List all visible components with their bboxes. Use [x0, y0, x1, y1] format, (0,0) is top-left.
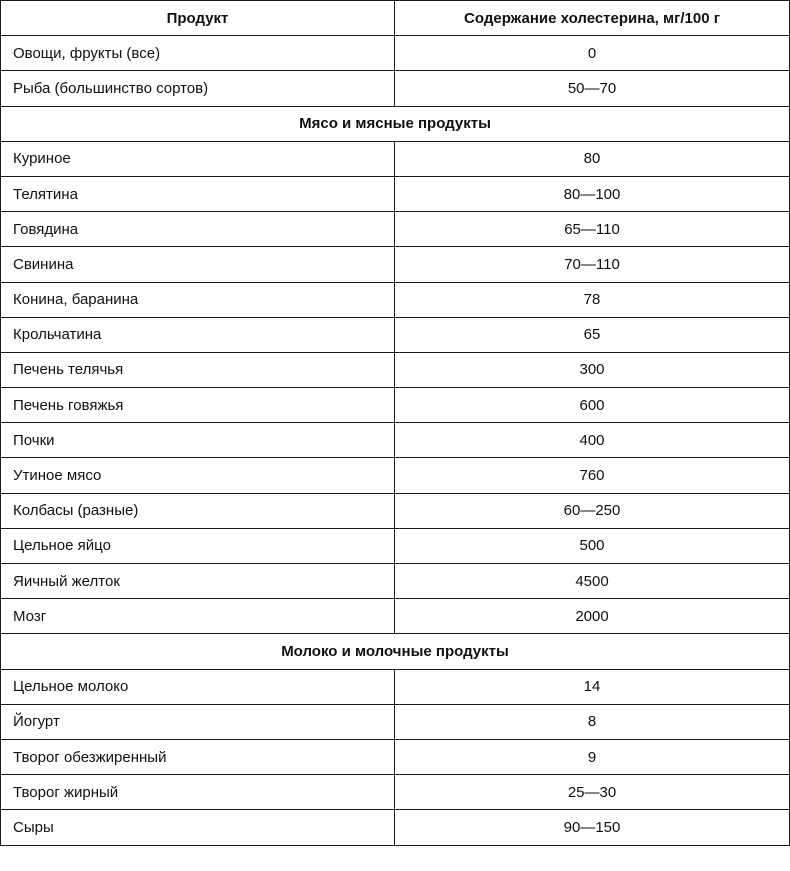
table-row	[1, 212, 790, 247]
header-row	[1, 1, 790, 36]
product-cell: Сыры	[1, 810, 395, 845]
product-cell: Цельное яйцо	[1, 528, 395, 563]
table-row	[1, 388, 790, 423]
product-cell: Печень говяжья	[1, 388, 395, 423]
table-row	[1, 71, 790, 106]
table-row	[1, 423, 790, 458]
cholesterol-value-cell: 80—100	[395, 176, 790, 211]
product-cell: Йогурт	[1, 704, 395, 739]
table-row	[1, 176, 790, 211]
product-cell: Творог жирный	[1, 775, 395, 810]
table-row	[1, 458, 790, 493]
table-row	[1, 352, 790, 387]
section-title: Мясо и мясные продукты	[1, 106, 790, 141]
table-row	[1, 810, 790, 845]
header-cholesterol: Содержание холестерина, мг/100 г	[395, 1, 790, 36]
cholesterol-value-cell: 9	[395, 739, 790, 774]
cholesterol-value-cell: 78	[395, 282, 790, 317]
table-row	[1, 739, 790, 774]
table-row	[1, 599, 790, 634]
table-row	[1, 775, 790, 810]
product-cell: Печень телячья	[1, 352, 395, 387]
section-title: Молоко и молочные продукты	[1, 634, 790, 669]
table-row	[1, 282, 790, 317]
cholesterol-value-cell: 50—70	[395, 71, 790, 106]
header-product: Продукт	[1, 1, 395, 36]
table-row	[1, 36, 790, 71]
cholesterol-value-cell: 4500	[395, 564, 790, 599]
cholesterol-value-cell: 2000	[395, 599, 790, 634]
cholesterol-value-cell: 65—110	[395, 212, 790, 247]
cholesterol-value-cell: 70—110	[395, 247, 790, 282]
section-row	[1, 106, 790, 141]
cholesterol-value-cell: 500	[395, 528, 790, 563]
table-row	[1, 247, 790, 282]
table-body	[1, 36, 790, 845]
product-cell: Крольчатина	[1, 317, 395, 352]
cholesterol-value-cell: 60—250	[395, 493, 790, 528]
cholesterol-value-cell: 400	[395, 423, 790, 458]
cholesterol-value-cell: 600	[395, 388, 790, 423]
product-cell: Телятина	[1, 176, 395, 211]
cholesterol-value-cell: 300	[395, 352, 790, 387]
table-row	[1, 493, 790, 528]
cholesterol-value-cell: 8	[395, 704, 790, 739]
cholesterol-value-cell: 65	[395, 317, 790, 352]
cholesterol-value-cell: 80	[395, 141, 790, 176]
table-row	[1, 528, 790, 563]
cholesterol-value-cell: 25—30	[395, 775, 790, 810]
product-cell: Свинина	[1, 247, 395, 282]
product-cell: Рыба (большинство сортов)	[1, 71, 395, 106]
table-row	[1, 564, 790, 599]
product-cell: Цельное молоко	[1, 669, 395, 704]
table-row	[1, 704, 790, 739]
section-row	[1, 634, 790, 669]
product-cell: Куриное	[1, 141, 395, 176]
product-cell: Колбасы (разные)	[1, 493, 395, 528]
cholesterol-value-cell: 0	[395, 36, 790, 71]
product-cell: Яичный желток	[1, 564, 395, 599]
table-row	[1, 141, 790, 176]
product-cell: Почки	[1, 423, 395, 458]
cholesterol-value-cell: 90—150	[395, 810, 790, 845]
table-row	[1, 317, 790, 352]
product-cell: Говядина	[1, 212, 395, 247]
cholesterol-value-cell: 760	[395, 458, 790, 493]
table-row	[1, 669, 790, 704]
product-cell: Овощи, фрукты (все)	[1, 36, 395, 71]
cholesterol-value-cell: 14	[395, 669, 790, 704]
product-cell: Творог обезжиренный	[1, 739, 395, 774]
product-cell: Конина, баранина	[1, 282, 395, 317]
product-cell: Утиное мясо	[1, 458, 395, 493]
product-cell: Мозг	[1, 599, 395, 634]
